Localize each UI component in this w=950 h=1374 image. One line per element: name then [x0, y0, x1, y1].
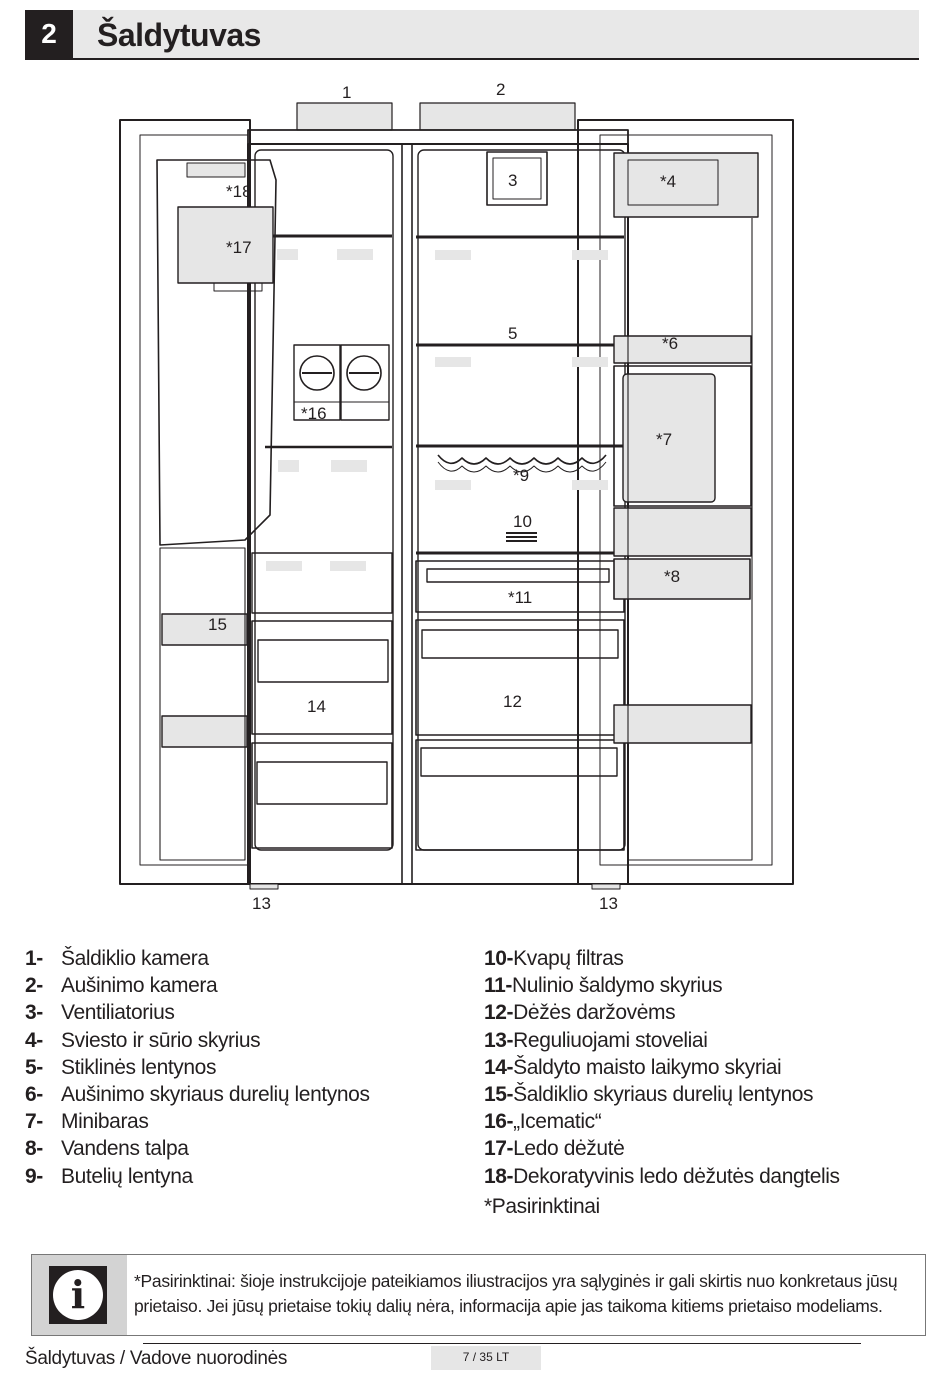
- callout-17: *17: [226, 238, 252, 257]
- callout-2: 2: [496, 80, 506, 99]
- legend-right-column: [484, 945, 840, 1220]
- legend-item: [484, 999, 840, 1026]
- legend-label: Minibaras: [61, 1110, 149, 1134]
- legend-item: [25, 1027, 370, 1054]
- legend-item: [484, 1027, 840, 1054]
- legend-item: [25, 1163, 370, 1190]
- callout-18: *18: [226, 182, 252, 201]
- legend-item: [484, 1163, 840, 1190]
- legend-item: [25, 1135, 370, 1162]
- legend-number: 12-: [484, 1001, 514, 1025]
- legend-item: [25, 999, 370, 1026]
- page-title: Šaldytuvas: [97, 17, 261, 53]
- callout-13-right: 13: [599, 894, 618, 913]
- legend-number: 10-: [484, 947, 514, 970]
- legend-number: 8-: [25, 1137, 43, 1161]
- info-icon-panel: [32, 1255, 127, 1335]
- callout-16: *16: [301, 404, 327, 423]
- cabinet-top: [248, 130, 628, 144]
- legend-label: Aušinimo kamera: [61, 974, 218, 998]
- callout-12: 12: [503, 692, 522, 711]
- butter-cheese-compartment: [614, 153, 758, 217]
- callout-1: 1: [342, 83, 352, 102]
- bottle-shelf: [438, 455, 606, 464]
- legend-number: 18-: [484, 1164, 514, 1188]
- cooler-door-shelf: [614, 336, 751, 363]
- legend-item: [25, 972, 370, 999]
- callout-7: *7: [656, 430, 673, 449]
- page-number: 7 / 35 LT: [431, 1346, 541, 1370]
- legend-label: Ledo dėžutė: [513, 1137, 625, 1161]
- decorative-ice-cover: [187, 163, 245, 177]
- callout-11: *11: [508, 588, 533, 607]
- legend-number: 6-: [25, 1083, 43, 1107]
- freezer-vent: [297, 103, 392, 130]
- legend-number: 16-: [484, 1110, 514, 1134]
- legend-item: [25, 1054, 370, 1081]
- legend-number: 5-: [25, 1055, 43, 1079]
- legend-number: 1-: [25, 947, 43, 970]
- freezer-door-shelf: [162, 716, 247, 747]
- callout-13-left: 13: [252, 894, 271, 913]
- legend-number: 3-: [25, 1001, 43, 1025]
- legend-item: [484, 972, 840, 999]
- callout-8: *8: [664, 567, 681, 586]
- legend-number: 11-: [484, 974, 512, 998]
- section-number: 2: [25, 10, 73, 58]
- legend-label: Šaldiklio kamera: [61, 947, 209, 970]
- legend-label: „Icematic“: [513, 1110, 602, 1134]
- cooler-vent: [420, 103, 575, 130]
- callout-5: 5: [508, 324, 518, 343]
- freezer-door-shelf: [162, 614, 247, 645]
- legend-item: [25, 1108, 370, 1135]
- legend-label: Reguliuojami stoveliai: [513, 1028, 708, 1052]
- legend-label: Ventiliatorius: [61, 1001, 175, 1025]
- legend-number: 9-: [25, 1164, 43, 1188]
- legend-number: 7-: [25, 1110, 43, 1134]
- legend-number: 17-: [484, 1137, 514, 1161]
- legend-label: Dėžės daržovėms: [513, 1001, 676, 1025]
- legend-label: Butelių lentyna: [61, 1164, 193, 1188]
- footer-divider: [143, 1343, 861, 1344]
- callout-10: 10: [513, 512, 532, 531]
- legend-label: Aušinimo skyriaus durelių lentynos: [61, 1083, 370, 1107]
- section-header: [25, 10, 919, 60]
- vegetable-crisper: [416, 740, 624, 850]
- adjustable-foot: [592, 884, 620, 889]
- vegetable-crisper: [416, 620, 624, 735]
- legend-number: 13-: [484, 1028, 514, 1052]
- legend-label: Šaldiklio skyriaus durelių lentynos: [513, 1083, 814, 1107]
- freezer-drawer: [252, 743, 392, 848]
- callout-4: *4: [660, 172, 677, 191]
- refrigerator-diagram: [0, 60, 950, 920]
- legend-number: 14-: [484, 1055, 514, 1079]
- legend-label: Vandens talpa: [61, 1137, 189, 1161]
- legend-label: Stiklinės lentynos: [61, 1055, 217, 1079]
- info-text: *Pasirinktinai: šioje instrukcijoje pateikiamos iliustracijos yra sąlyginės ir gali skirtis nuo konkretaus jūsų prietaiso. Jei jūsų prietaise tokių dalių nėra, informacija apie jas taikoma kitiems prietaiso modeliams.: [134, 1271, 898, 1316]
- callout-6: *6: [662, 334, 679, 353]
- legend-number: 2-: [25, 974, 43, 998]
- legend-label: Dekoratyvinis ledo dėžutės dangtelis: [513, 1164, 840, 1188]
- callout-9: *9: [513, 466, 530, 485]
- legend-label: Šaldyto maisto laikymo skyriai: [513, 1055, 782, 1079]
- legend-item: [484, 1135, 840, 1162]
- legend-number: 15-: [484, 1083, 514, 1107]
- info-box: [31, 1254, 926, 1336]
- legend-label: Sviesto ir sūrio skyrius: [61, 1028, 261, 1052]
- legend-number: 4-: [25, 1028, 43, 1052]
- odor-filter: [506, 533, 537, 541]
- legend-item: [25, 945, 370, 972]
- cooler-door-shelf: [614, 705, 751, 743]
- adjustable-foot: [250, 884, 278, 889]
- optional-note: *Pasirinktinai: [484, 1194, 600, 1218]
- legend-label: Nulinio šaldymo skyrius: [512, 974, 723, 998]
- footer-title: Šaldytuvas / Vadove nuorodinės: [25, 1348, 288, 1369]
- legend-item: [484, 1054, 840, 1081]
- freezer-drawer: [252, 621, 392, 734]
- legend-label: Kvapų filtras: [513, 947, 624, 970]
- legend-item: [484, 945, 840, 972]
- info-icon: i: [49, 1266, 107, 1324]
- callout-15: 15: [208, 615, 227, 634]
- legend-item: [484, 1081, 840, 1108]
- legend-item: [25, 1081, 370, 1108]
- water-tank: [614, 559, 750, 599]
- callout-3: 3: [508, 171, 518, 190]
- legend-item: [484, 1108, 840, 1135]
- callout-14: 14: [307, 697, 326, 716]
- legend-left-column: [25, 945, 370, 1190]
